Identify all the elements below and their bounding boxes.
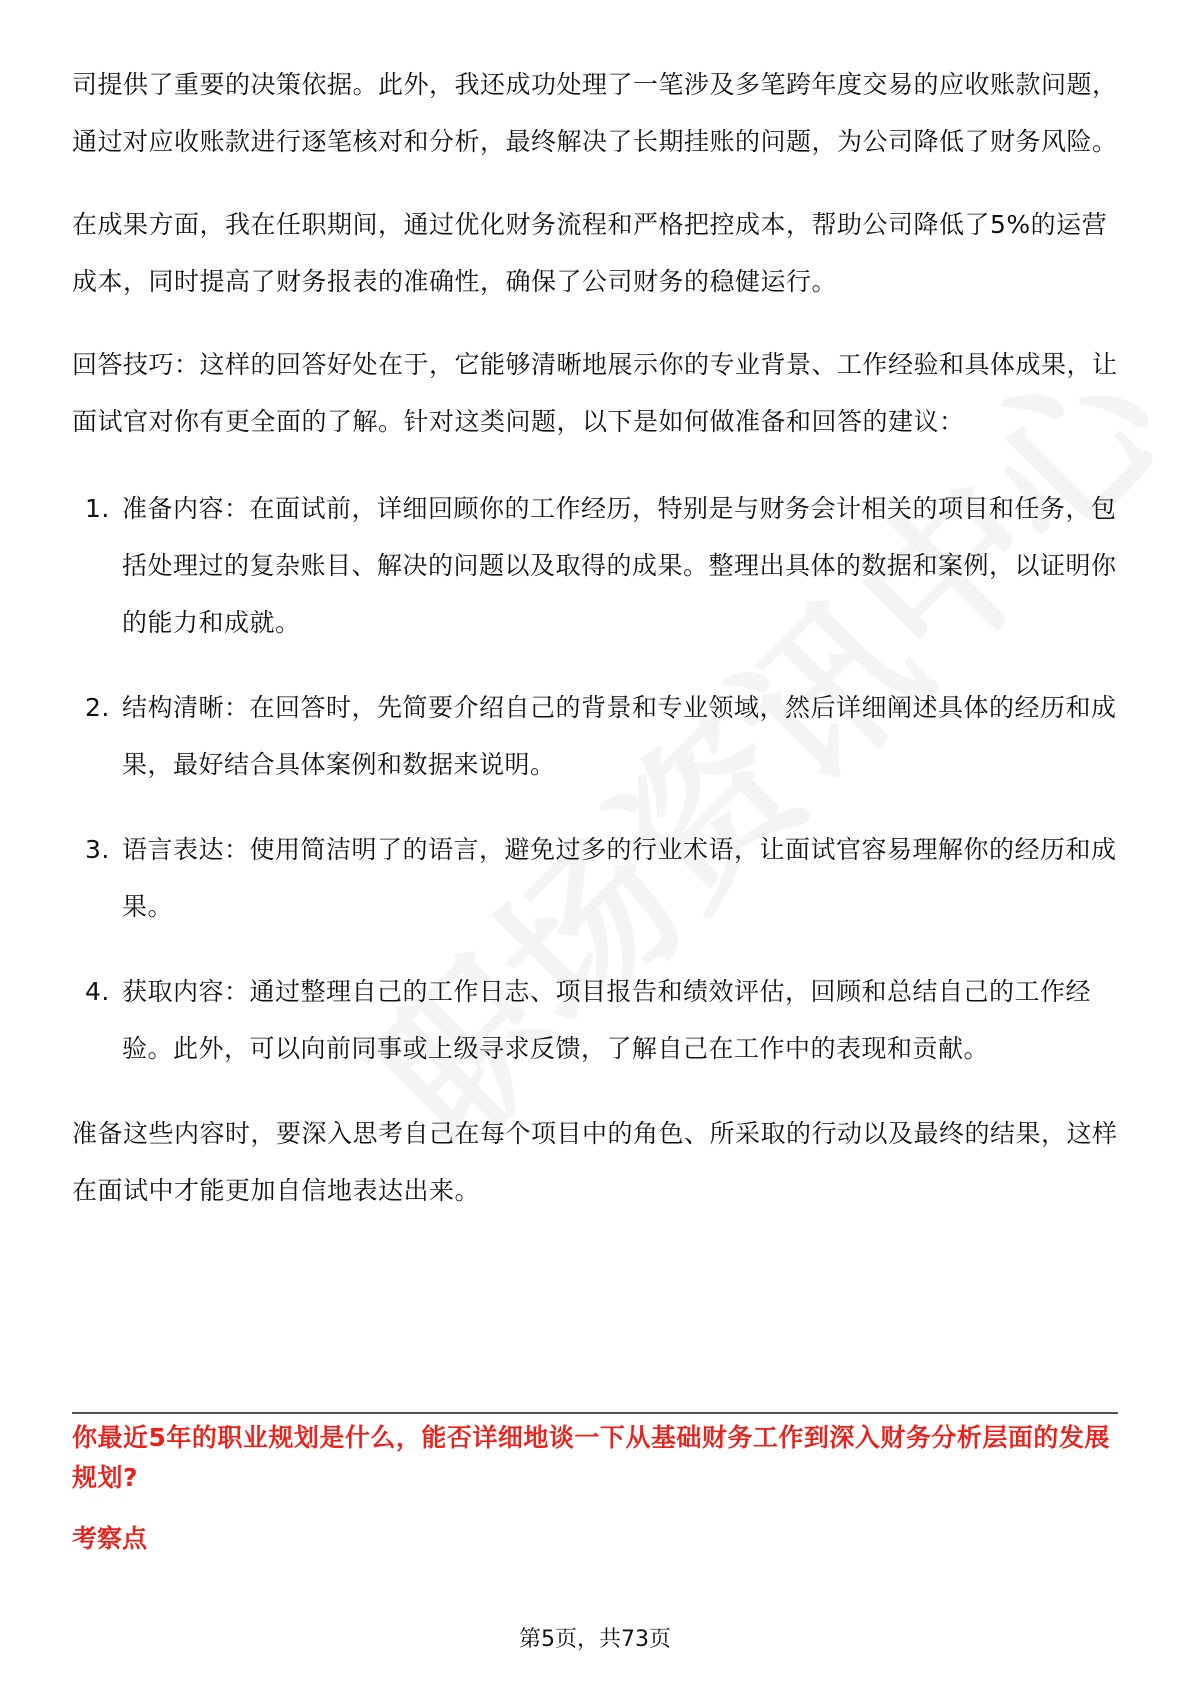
section-title: 考察点 xyxy=(72,1524,148,1553)
paragraph: 回答技巧：这样的回答好处在于，它能够清晰地展示你的专业背景、工作经验和具体成果，让面试官对你有更全面的了解。针对这类问题，以下是如何做准备和回答的建议： xyxy=(72,350,1118,436)
list-number: 4. xyxy=(85,977,110,1006)
tips-list xyxy=(72,480,1118,1077)
list-number: 2. xyxy=(85,693,110,722)
list-text: 语言表达：使用简洁明了的语言，避免过多的行业术语，让面试官容易理解你的经历和成果。 xyxy=(122,835,1117,921)
list-text: 获取内容：通过整理自己的工作日志、项目报告和绩效评估，回顾和总结自己的工作经验。此外，可以向前同事或上级寻求反馈，了解自己在工作中的表现和贡献。 xyxy=(122,977,1092,1063)
list-text: 结构清晰：在回答时，先简要介绍自己的背景和专业领域，然后详细阐述具体的经历和成果，最好结合具体案例和数据来说明。 xyxy=(122,693,1117,779)
list-number: 1. xyxy=(85,494,110,523)
paragraph: 司提供了重要的决策依据。此外，我还成功处理了一笔涉及多笔跨年度交易的应收账款问题，通过对应收账款进行逐笔核对和分析，最终解决了长期挂账的问题，为公司降低了财务风险。 xyxy=(72,70,1118,156)
list-text: 准备内容：在面试前，详细回顾你的工作经历，特别是与财务会计相关的项目和任务，包括处理过的复杂账目、解决的问题以及取得的成果。整理出具体的数据和案例，以证明你的能力和成就。 xyxy=(122,494,1117,637)
closing-paragraph: 准备这些内容时，要深入思考自己在每个项目中的角色、所采取的行动以及最终的结果，这样在面试中才能更加自信地表达出来。 xyxy=(72,1119,1118,1205)
question-heading: 你最近5年的职业规划是什么，能否详细地谈一下从基础财务工作到深入财务分析层面的发展规划? xyxy=(72,1423,1110,1492)
list-item xyxy=(72,821,1118,935)
list-number: 3. xyxy=(85,835,110,864)
divider xyxy=(72,1412,1118,1414)
list-item xyxy=(72,480,1118,651)
page-footer: 第5页，共73页 xyxy=(519,1627,671,1652)
list-item xyxy=(72,963,1118,1077)
document-body xyxy=(72,56,1118,1219)
paragraph: 在成果方面，我在任职期间，通过优化财务流程和严格把控成本，帮助公司降低了5%的运营成本，同时提高了财务报表的准确性，确保了公司财务的稳健运行。 xyxy=(72,210,1108,296)
list-item xyxy=(72,679,1118,793)
